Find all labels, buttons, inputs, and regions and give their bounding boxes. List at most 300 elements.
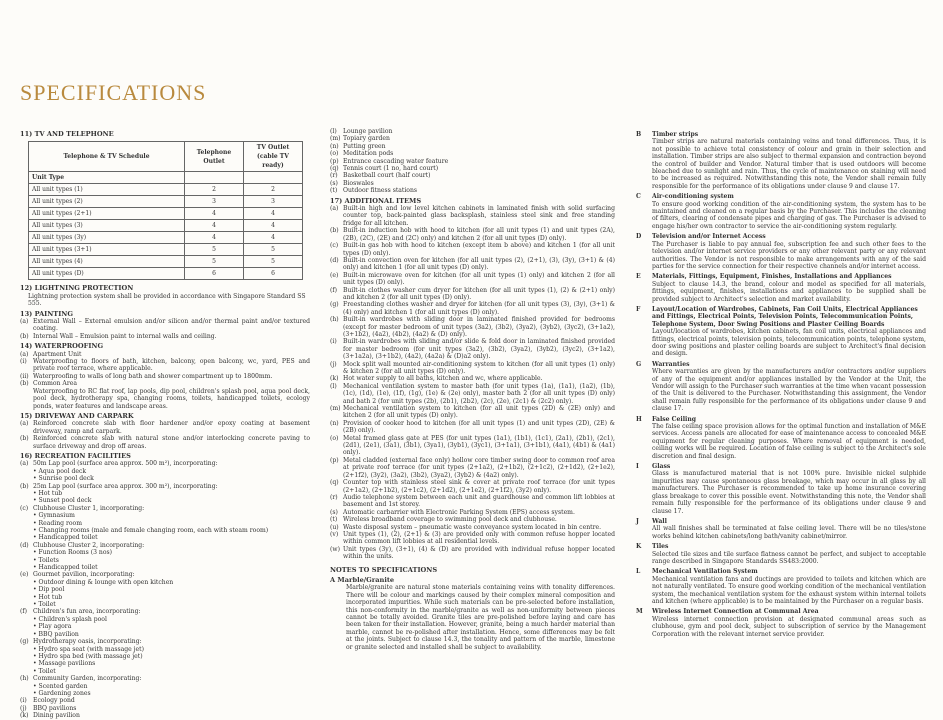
item-text: • Hydro spa bed (with massage jet) [33,652,143,660]
table-cell: All unit types (2) [29,196,185,208]
item-text: Outdoor fitness stations [343,187,418,195]
item-text: Counter top with stainless steel sink & cover at private roof terrace (for unit types (2+1a2), (2+1b2), (2+1c2), (2+1d2), (2+1e2), (2+1f2), (3y2) only). [343,479,615,494]
item-text: Mechanical ventilation system to kitchen (for all unit types (2D) & (2E) only) and kitchen 2 (for all unit types (D) only). [343,405,615,420]
item-key [20,660,33,667]
list-item [330,287,615,302]
item-key [20,557,33,564]
item-key: (a) [20,420,29,428]
note-body: The false ceiling space provision allows for the optimal function and installation of M&E services. Access panels are allocated for ease of maintenance access to concealed M&E equipment for regular cleaning purposes. Where removal of equipment is needed, ceiling works will be required. Location of false ceiling is subject to the Architect's sole discretion and final design. [652,423,926,460]
item-text: Common Area [33,380,77,388]
note-title: Glass [652,463,671,471]
item-text: Metal framed glass gate at PES (for unit types (1a1), (1b1), (1c1), (2a1), (2b1), (2c1), (2d1), (2e1), (3a1), (3b1), (3ya1), (3yb1), (3yc1), (3+1a1), (3+1b1), (4a1), (4b1) & (4a1) only). [343,434,615,457]
item-key: (a) [330,205,339,213]
note-key: F [636,305,641,313]
note-heading [636,306,926,328]
item-text: • Reading room [33,519,82,527]
item-text: 25m Lap pool (surface area approx. 300 m²), incorporating: [33,482,218,490]
note-body: To ensure good working condition of the air-conditioning system, the system has to be maintained and cleaned on a regular basis by the Purchaser. This includes the cleaning of filters, clearing of condensate pipes and charging of gas. The Purchaser is advised to engage his/her own contractor to service the air-conditioning system regularly. [652,200,926,230]
item-key: (f) [20,608,28,616]
item-key: (b) [20,482,29,490]
item-text: Built-in wardrobes with sliding and/or slide & fold door in laminated finished provided for master bedroom (for unit types (3a2), (3b2), (3ya2), (3yb2), (3yc2), (3+1a2), (3+1a2a), (3+1b2), (4a2), (4a2a) & (D)a2 only). [343,338,615,361]
list-item [330,375,615,382]
list-item [330,150,615,157]
list-item [330,420,615,435]
item-key: (u) [330,523,339,531]
section-heading: 13) PAINTING [20,309,73,318]
list-item [330,242,615,257]
list-item [330,546,615,561]
list-item [20,351,310,358]
item-key: (p) [330,456,339,464]
item-text: BBQ pavilions [33,704,77,712]
item-key: (b) [20,380,29,388]
note-title: Television and/or Internet Access [652,233,766,241]
note-key: D [636,233,642,241]
item-text: Clubhouse Cluster 1, incorporating: [33,504,145,512]
item-text: Waterproofing to walls of long bath and shower compartment up to 1800mm. [33,372,273,380]
item-text: • Handicapped toilet [33,534,98,542]
item-key [20,601,33,608]
item-text: Children's fun area, incorporating: [33,608,141,616]
list-item [330,338,615,360]
item-key: (t) [330,516,338,524]
item-key [20,653,33,660]
item-text: • Hydro spa seat (with massage jet) [33,645,144,653]
item-text: Putting green [343,142,386,150]
item-key: (q) [330,165,339,173]
item-key [20,520,33,527]
table-header-tv: TV Outlet (cable TV ready) [244,142,303,172]
item-key: (p) [330,157,339,165]
item-key [20,475,33,482]
list-item [20,527,310,534]
item-text: • Children's splash pool [33,615,107,623]
item-key [20,549,33,556]
section-list [20,420,310,450]
note-title: Mechanical Ventilation System [652,568,758,576]
item-key: (e) [330,271,339,279]
item-text: • Sunset pool deck [33,497,92,505]
item-key [20,579,33,586]
item-text: • Gardening zones [33,689,91,697]
list-item [330,516,615,523]
item-key [20,631,33,638]
item-key: (i) [330,338,337,346]
item-text: Waterproofing to RC flat roof, lap pools, dip pool, children's splash pool, aqua pool deck, pool deck, hydrotherapy spa, changing rooms, toilets, handicapped toilets, ecology ponds, water features and landscape areas. [33,387,310,410]
list-item [20,318,310,333]
table-row [29,220,303,232]
item-text: • Changing rooms (male and female changing room, each with steam room) [33,527,269,534]
item-key: (i) [20,358,27,366]
item-key: (b) [20,332,29,340]
item-key: (e) [20,571,29,579]
table-cell: 3 [244,196,303,208]
note-body: All wall finishes shall be terminated at false ceiling level. There will be no tiles/stone works behind kitchen cabinets/long bath/vanity cabinet/mirror. [652,525,926,540]
list-item [20,653,310,660]
table-cell: 3 [185,196,244,208]
list-item [20,623,310,630]
tv-schedule-table [28,141,303,280]
list-item [20,435,310,450]
list-item [330,457,615,479]
item-key [20,388,33,410]
tv-heading: 11) TV AND TELEPHONE [20,130,114,138]
table-cell: 5 [244,244,303,256]
table-cell: 4 [244,232,303,244]
note-heading [636,273,926,280]
item-key: (m) [330,135,341,143]
item-text: • Handicapped toilet [33,564,98,572]
item-text: • BBQ pavilion [33,630,79,638]
list-item [20,358,310,373]
item-key: (f) [330,286,338,294]
list-item [330,361,615,376]
item-text: • Toilet [33,601,56,609]
list-item [20,683,310,690]
list-item [20,483,310,490]
item-text: Clubhouse Cluster 2, incorporating: [33,541,145,549]
table-cell: All unit types (D) [29,268,185,280]
item-text: Waterproofing to floors of bath, kitchen, balcony, open balcony, wc, yard, PES and private roof terrace, where applicable. [33,358,310,373]
item-text: Built-in wardrobes with sliding door in laminated finished provided for bedrooms (except for master bedroom of unit types (3a2), (3b2), (3ya2), (3yb2), (3yc2), (3+1a2), (3+1b2), (4a2), (4b2), (4a2) & (D) only). [343,316,615,338]
table-row [29,184,303,196]
list-item [330,227,615,242]
table-cell: 2 [244,184,303,196]
note-heading [636,608,926,615]
table-cell: All unit types (2+1) [29,208,185,220]
item-text: Lounge pavilion [343,128,393,135]
list-item [330,301,615,316]
item-key: (j) [20,704,27,712]
list-item [330,172,615,179]
item-key: (w) [330,545,340,553]
item-text: • Outdoor dining & lounge with open kitchen [33,578,174,586]
list-item [330,479,615,494]
note-body: Glass is manufactured material that is not 100% pure. Invisible nickel sulphide impurities may cause spontaneous glass breakage, which may occur in all glass by all manufacturers. The Purchaser is recommended to take up home insurance covering glass breakage to cover this possible event. Notwithstanding this note, the Vendor shall remain fully responsible for the performance of its obligations under clause 9 and clause 17. [652,470,926,515]
item-text: Hot water supply to all baths, kitchen and wc, where applicable. [343,375,543,383]
section-heading: 15) DRIVEWAY AND CARPARK [20,411,134,420]
item-text: Bioswales [343,179,374,187]
note-title: Air-conditioning system [652,193,734,201]
list-item [330,128,615,135]
page-title: SPECIFICATIONS [20,80,207,105]
item-text: Ecology pond [33,697,75,705]
table-cell: 4 [185,220,244,232]
item-key: (d) [20,541,29,549]
item-key: (l) [330,382,337,390]
table-row [29,244,303,256]
list-item [20,468,310,475]
item-key: (o) [330,150,339,158]
note-key: M [636,608,643,616]
notes-heading: NOTES TO SPECIFICATIONS [330,565,438,574]
item-text: Freestanding clothes washer and dryer for kitchen (for all unit types (3), (3y), (3+1) & (4) only) and kitchen 1 (for all unit types (D) only). [343,301,615,316]
item-text: Mock split wall mounted air-conditioning system to kitchen (for all unit types (1) only) & kitchen 2 (for all unit types (D) only). [343,360,615,375]
table-cell: 4 [244,220,303,232]
list-item [20,505,310,512]
item-key: (i) [20,697,27,705]
note-title: Wall [652,517,667,525]
item-key: (n) [330,142,339,150]
note-body: The Purchaser is liable to pay annual fee, subscription fee and such other fees to the television and/or internet service providers or any other relevant party or any relevant authorities. The Vendor is not responsible to make arrangements with any of the said parties for the service connection for their respective channels and/or internet access. [652,240,926,270]
list-item [330,383,615,405]
note-key: H [636,415,642,423]
list-item [330,158,615,165]
tv-table-body [29,184,303,280]
item-key [20,534,33,541]
column-2 [330,128,615,651]
list-item [20,388,310,410]
table-cell: 5 [244,256,303,268]
item-text: Audio telephone system between each unit and guardhouse and common lift lobbies at basement and 1st storey. [343,493,615,509]
section-heading: 16) RECREATION FACILITIES [20,451,131,460]
item-text: Built-in gas hob with hood to kitchen (except item b above) and kitchen 1 (for all unit types (D) only). [343,242,615,257]
list-item [330,494,615,509]
list-item [20,646,310,653]
item-key: (s) [330,508,338,516]
list-item [20,631,310,638]
section-list [20,460,310,719]
table-cell: 4 [185,232,244,244]
item-key: (r) [330,172,338,180]
item-key: (a) [20,460,29,468]
item-text: External Wall – External emulsion and/or silicon and/or thermal paint and/or textured coating. [33,318,310,333]
item-text: • Sunrise pool deck [33,475,94,483]
item-key: (j) [330,360,337,368]
list-item [20,380,310,387]
item-key [20,594,33,601]
note-key: G [636,360,642,368]
note-heading [636,568,926,575]
item-key [20,616,33,623]
item-key: (v) [330,530,339,538]
item-text: 50m Lap pool (surface area approx. 500 m²), incorporating: [33,460,218,468]
item-text: Reinforced concrete slab with natural stone and/or interlocking concrete paving to surface driveway and drop off areas. [33,435,310,450]
item-text: Meditation pods [343,150,394,158]
item-key [20,683,33,690]
note-heading [636,361,926,368]
table-subheader-unit-type: Unit Type [29,172,185,184]
table-cell: 6 [185,268,244,280]
note-heading [636,416,926,423]
list-item [20,712,310,719]
item-key [20,646,33,653]
table-cell: 5 [185,256,244,268]
item-text: Basketball court (half court) [343,172,431,180]
item-text: Tennis court (1 no, hard court) [343,165,439,173]
list-item [20,333,310,340]
note-heading [636,131,926,138]
item-text: • Gymnasium [33,512,75,520]
list-item [20,564,310,571]
item-key: (ii) [20,372,29,380]
item-key: (g) [330,301,339,309]
additional-items-heading: 17) ADDITIONAL ITEMS [330,196,422,205]
item-text: Community Garden, incorporating: [33,675,142,683]
list-item [20,542,310,549]
note-title: Warranties [652,360,690,368]
note-heading [636,233,926,240]
section-list [20,351,310,410]
table-row [29,208,303,220]
item-key: (b) [20,435,29,443]
list-item [330,405,615,420]
item-text: • Function Rooms (3 nos) [33,549,113,557]
table-row [29,268,303,280]
item-key: (k) [330,375,339,383]
item-key [20,527,33,534]
item-text: • Massage pavilions [33,660,96,668]
item-text: • Scented garden [33,682,88,690]
item-text: Topiary garden [343,135,390,143]
item-text: Wireless broadband coverage to swimming pool deck and clubhouse. [343,516,557,524]
item-text: Provision of cooker hood to kitchen (for all unit types (1) and unit types (2D), (2E) & (2B) only). [343,419,615,435]
note-title: Tiles [652,543,669,551]
item-key [20,512,33,519]
note-body: Timber strips are natural materials containing veins and tonal differences. Thus, it is not possible to achieve total consistency of colour and grain in their selection and installation. Timber strips are also subject to thermal expansion and contraction beyond the control of builder and Vendor. Natural timber that is used outdoors will become bleached due to sunlight and rain. Thus, the cycle of maintenance on staining will need to be increased as required. Notwithstanding this note, the Vendor shall remain fully responsible for the performance of its obligations under clause 9 and clause 17. [652,138,926,190]
list-item [330,257,615,272]
item-key: (c) [20,504,29,512]
item-key [20,468,33,475]
table-cell: 5 [185,244,244,256]
note-a-heading: A Marble/Granite [330,575,395,584]
column-3 [636,128,926,638]
note-body: Wireless internet connection provision at designated communal areas such as clubhouse, gym and pool deck, subject to subscription of service by the Management Corporation with the relevant internet service provider. [652,615,926,638]
item-text: Built-in convection oven for kitchen (for all unit types (2), (2+1), (3), (3y), (3+1) & (4) only) and kitchen 1 (for all unit types (D) only). [343,256,615,272]
list-item [330,187,615,194]
list-item [330,135,615,142]
additional-items-list [330,205,615,561]
item-key [20,490,33,497]
item-key: (s) [330,179,338,187]
list-item [330,316,615,338]
item-text: Internal Wall – Emulsion paint to internal walls and ceiling. [33,332,217,340]
section-heading: 12) LIGHTNING PROTECTION [20,284,134,293]
table-cell: All unit types (1) [29,184,185,196]
item-text: Mechanical ventilation system to master bath (for unit types (1a), (1a1), (1a2), (1b), (1c), (1d), (1e), (1f), (1g), (1e) & (2e) only), master bath 2 (for all unit types (D) only) and bath 2 (for unit types (2b), (2b1), (2b2), (2c), (2e), (2c1) & (2c2) only). [343,382,615,405]
item-text: Dining pavilion [33,712,80,720]
list-item [20,534,310,541]
item-text: • Toilets [33,556,59,564]
item-key [20,497,33,504]
table-cell: All unit types (3) [29,220,185,232]
list-item [330,509,615,516]
note-body: Layout/location of wardrobes, kitchen cabinets, fan coil units, electrical appliances and fittings, electrical points, television points, telecommunication points, telephone system, door swing positions and plaster ceiling boards are subject to Architect's final decision and design. [652,328,926,358]
list-item [20,690,310,697]
note-heading [636,193,926,200]
item-key: (b) [330,227,339,235]
item-text: • Aqua pool deck [33,467,87,475]
list-item [20,549,310,556]
table-row [29,196,303,208]
note-key: I [636,463,639,471]
list-item [20,475,310,482]
list-item [330,180,615,187]
item-key [20,690,33,697]
list-item [20,512,310,519]
item-text: Waste disposal system – pneumatic waste conveyance system located in bin centre. [343,523,602,531]
list-item [20,586,310,593]
item-key: (h) [330,316,339,324]
column-1-sections [20,285,310,719]
list-item [20,420,310,435]
item-text: Built-in microwave oven for kitchen (for all unit types (1) only) and kitchen 2 (for all unit types (D) only). [343,271,615,287]
note-key: L [636,568,641,576]
list-item [330,143,615,150]
note-heading [636,543,926,550]
item-text: Built-in high and low level kitchen cabinets in laminated finish with solid surfacing counter top, back-painted glass backsplash, stainless steel sink and free standing fridge for all kitchen. [343,205,615,227]
item-text: • Play agora [33,623,72,631]
item-key: (g) [20,638,29,646]
item-text: Reinforced concrete slab with floor hardener and/or epoxy coating at basement driveway, ramp and carpark. [33,420,310,435]
list-item [20,601,310,608]
table-cell: All unit types (3+1) [29,244,185,256]
list-item [20,460,310,467]
list-item [20,660,310,667]
table-cell: All unit types (3y) [29,232,185,244]
item-key: (q) [330,479,339,487]
list-item [20,497,310,504]
item-text: Unit types (3y), (3+1), (4) & (D) are provided with individual refuse hopper located within the units. [343,545,615,561]
list-item [330,524,615,531]
list-item [20,705,310,712]
item-key [20,623,33,630]
list-item [330,165,615,172]
list-item [330,435,615,457]
list-item [20,638,310,645]
item-text: Unit types (1), (2), (2+1) & (3) are provided only with common refuse hopper located within common lift lobbies at all residential levels. [343,530,615,546]
note-key: C [636,193,641,201]
note-key: K [636,543,642,551]
item-key: (k) [20,712,29,720]
item-key: (d) [330,256,339,264]
list-item [20,616,310,623]
table-cell: 4 [244,208,303,220]
note-key: B [636,131,642,138]
list-item [20,668,310,675]
table-row [29,232,303,244]
list-item [20,594,310,601]
item-key: (h) [20,675,29,683]
note-heading [636,518,926,525]
item-key: (a) [20,318,29,326]
table-cell: 4 [185,208,244,220]
item-key [20,586,33,593]
note-body: Where warranties are given by the manufacturers and/or contractors and/or suppliers of any of the equipment and/or appliances installed by the Vendor at the Unit, the Vendor will assign to the Purchaser such warranties at the time when vacant possession of the Unit is delivered to the Purchaser. Notwithstanding this assignment, the Vendor shall remain fully responsible for the performance of its obligations under clause 9 and clause 17. [652,368,926,413]
list-item [20,373,310,380]
item-key: (o) [330,434,339,442]
list-item [20,557,310,564]
note-key: E [636,273,641,281]
item-text: • Hot tub [33,593,63,601]
list-item [20,608,310,615]
list-item [330,272,615,287]
column-1 [20,128,310,720]
table-cell: 2 [185,184,244,196]
item-text: • Dip pool [33,586,65,594]
item-key: (m) [330,405,341,413]
item-text: Built-in induction hob with hood to kitchen (for all unit types (1) and unit types (2A), (2B), (2C), (2E) and (2C) only) and kitchen 2 (for all unit types (D) only). [343,227,615,242]
note-title: False Ceiling [652,415,697,423]
item-key [20,668,33,675]
table-cell: 6 [244,268,303,280]
item-key: (n) [330,419,339,427]
note-title: Timber strips [652,131,699,138]
section-list [20,318,310,340]
table-header-schedule: Telephone & TV Schedule [29,142,185,172]
note-title: Wireless Internet Connection at Communal Area [652,608,819,616]
item-key: (l) [330,128,337,135]
